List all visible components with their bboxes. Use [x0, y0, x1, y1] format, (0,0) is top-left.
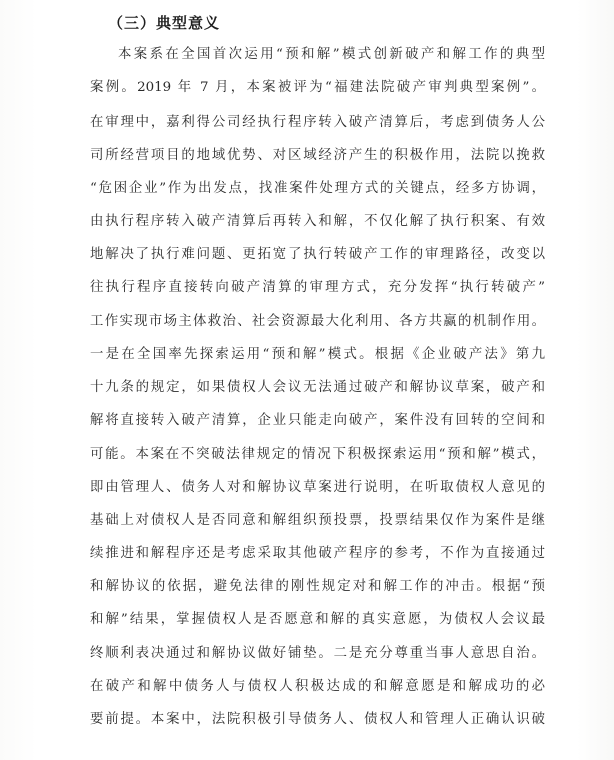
section-heading: （三）典型意义: [108, 14, 221, 32]
paragraph-line: 本案系在全国首次运用“预和解”模式创新破产和解工作的典型: [118, 47, 545, 62]
paragraph-line: 十九条的规定，如果债权人会议无法通过破产和解协议草案，破产和: [90, 380, 545, 395]
paragraph-line: 由执行程序转入破产清算后再转入和解，不仅化解了执行积案、有效: [90, 214, 545, 229]
paragraph-line: 往执行程序直接转向破产清算的审理方式，充分发挥“执行转破产”: [90, 280, 545, 295]
paragraph-line: 地解决了执行难问题、更拓宽了执行转破产工作的审理路径，改变以: [90, 247, 545, 262]
paragraph-line: 案例。2019 年 7 月，本案被评为“福建法院破产审判典型案例”。: [90, 80, 545, 95]
paragraph-line: 要前提。本案中，法院积极引导债务人、债权人和管理人正确认识破: [90, 712, 545, 727]
paragraph-line: 和解协议的依据，避免法律的刚性规定对和解工作的冲击。根据“预: [90, 579, 545, 594]
paragraph-line: 在审理中，嘉利得公司经执行程序转入破产清算后，考虑到债务人公: [90, 115, 545, 130]
paragraph-line: 和解”结果，掌握债权人是否愿意和解的真实意愿，为债权人会议最: [90, 612, 545, 627]
paragraph-line: 终顺利表决通过和解协议做好铺垫。二是充分尊重当事人意思自治。: [90, 646, 545, 661]
paragraph-line: 续推进和解程序还是考虑采取其他破产程序的参考，不作为直接通过: [90, 546, 545, 561]
paragraph-line: 解将直接转入破产清算，企业只能走向破产，案件没有回转的空间和: [90, 413, 545, 428]
paragraph-line: 一是在全国率先探索运用“预和解”模式。根据《企业破产法》第九: [90, 347, 545, 362]
paragraph-line: 即由管理人、债务人对和解协议草案进行说明，在听取债权人意见的: [90, 480, 545, 495]
paragraph-line: 在破产和解中债务人与债权人积极达成的和解意愿是和解成功的必: [90, 679, 545, 694]
paragraph-line: 司所经营项目的地域优势、对区域经济产生的积极作用，法院以挽救: [90, 148, 545, 163]
paragraph-line: 基础上对债权人是否同意和解组织预投票，投票结果仅作为案件是继: [90, 513, 545, 528]
paragraph-line: 可能。本案在不突破法律规定的情况下积极探索运用“预和解”模式，: [90, 447, 545, 462]
paragraph-line: 工作实现市场主体救治、社会资源最大化利用、各方共赢的机制作用。: [90, 314, 545, 329]
paragraph-line: “危困企业”作为出发点，找准案件处理方式的关键点，经多方协调，: [90, 181, 545, 196]
